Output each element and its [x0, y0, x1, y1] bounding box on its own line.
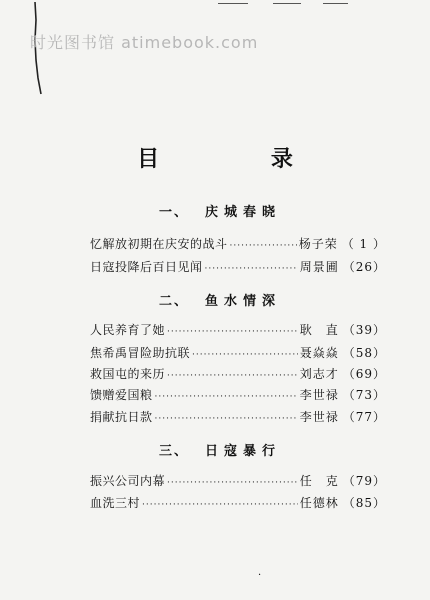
entry-page: （85）	[342, 496, 386, 510]
entry-title: 血洗三村	[90, 496, 141, 510]
toc-entry	[90, 408, 386, 425]
dot-leader	[167, 478, 298, 488]
section-name: 日寇暴行	[205, 444, 282, 459]
section-heading-3	[0, 440, 430, 459]
dot-leader	[167, 371, 298, 381]
dot-leader	[155, 414, 298, 424]
entry-page: （39）	[342, 323, 386, 337]
section-heading-2	[0, 290, 430, 309]
section-name: 庆城春晓	[205, 205, 282, 220]
entry-title: 捐献抗日款	[90, 410, 153, 424]
entry-title: 焦希禹冒险助抗联	[90, 346, 191, 360]
dot-leader	[167, 327, 298, 337]
toc-entry	[90, 321, 386, 338]
toc-entry	[90, 494, 386, 511]
scan-artifact-lines	[218, 0, 368, 8]
toc-entry	[90, 344, 386, 361]
entry-page: （58）	[342, 346, 386, 360]
toc-entry	[90, 258, 386, 275]
entry-page: （69）	[342, 367, 386, 381]
entry-page: （26）	[342, 260, 386, 274]
entry-author: 聂焱焱	[299, 346, 339, 360]
section-number: 一、	[158, 205, 189, 220]
toc-entry	[90, 365, 386, 382]
entry-author: 任德林	[299, 496, 339, 510]
dot-leader	[192, 350, 298, 360]
toc-entry	[90, 386, 386, 403]
entry-author: 李世禄	[299, 388, 339, 402]
entry-page: （ 1 ）	[341, 237, 386, 251]
section-number: 二、	[158, 294, 189, 309]
dot-leader	[155, 392, 298, 402]
entry-author: 刘志才	[299, 367, 339, 381]
section-number: 三、	[158, 444, 189, 459]
entry-author: 杨子荣	[298, 237, 338, 251]
section-heading-1	[0, 201, 430, 220]
entry-author: 任 克	[299, 474, 339, 488]
footer-mark: ·	[258, 570, 262, 581]
entry-title: 救国屯的来历	[90, 367, 166, 381]
dot-leader	[205, 264, 298, 274]
entry-title: 馈赠爱国粮	[90, 388, 153, 402]
toc-entry	[90, 472, 386, 489]
entry-title: 忆解放初期在庆安的战斗	[90, 237, 228, 251]
dot-leader	[142, 500, 298, 510]
entry-title: 振兴公司内幕	[90, 474, 166, 488]
dot-leader	[230, 241, 297, 251]
watermark: 时光图书馆 atimebook.com	[30, 33, 259, 52]
entry-author: 李世禄	[299, 410, 339, 424]
page-title: 目 录	[137, 147, 345, 172]
entry-page: （73）	[342, 388, 386, 402]
entry-author: 周景圃	[299, 260, 339, 274]
entry-title: 日寇投降后百日见闻	[90, 260, 203, 274]
entry-title: 人民养育了她	[90, 323, 166, 337]
entry-author: 耿 直	[299, 323, 339, 337]
entry-page: （79）	[342, 474, 386, 488]
entry-page: （77）	[342, 410, 386, 424]
section-name: 鱼水情深	[205, 294, 282, 309]
toc-entry	[90, 235, 386, 252]
